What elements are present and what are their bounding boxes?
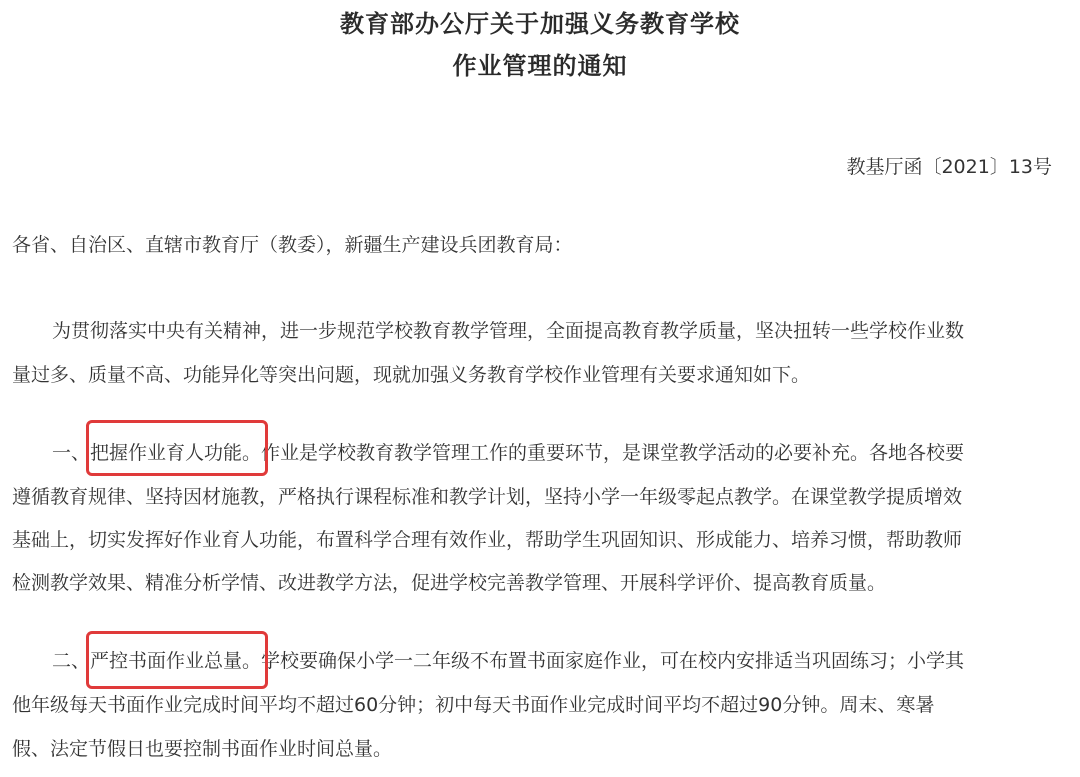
section-2-line-2: 他年级每天书面作业完成时间平均不超过60分钟；初中每天书面作业完成时间平均不超过90分钟。周末、寒暑 <box>12 694 935 716</box>
addressee: 各省、自治区、直辖市教育厅（教委），新疆生产建设兵团教育局： <box>12 234 573 256</box>
highlight-box-section-1 <box>86 420 268 476</box>
section-1-line-4: 检测教学效果、精准分析学情、改进教学方法，促进学校完善教学管理、开展科学评价、提高教育质量。 <box>12 572 887 594</box>
intro-line-1: 为贯彻落实中央有关精神，进一步规范学校教育教学管理，全面提高教育教学质量，坚决扭转一些学校作业数 <box>52 320 965 342</box>
section-2-number: 二、 <box>52 650 91 672</box>
section-2-line-3: 假、法定节假日也要控制书面作业时间总量。 <box>12 738 393 760</box>
highlight-box-section-2 <box>86 631 268 689</box>
section-2-first-line-text: 。学校要确保小学一二年级不布置书面家庭作业，可在校内安排适当巩固练习；小学其 <box>242 650 965 672</box>
section-1-number: 一、 <box>52 442 91 464</box>
notice-title-line-1: 教育部办公厅关于加强义务教育学校 <box>340 10 740 38</box>
section-1-first-line-text: 。作业是学校教育教学管理工作的重要环节，是课堂教学活动的必要补充。各地各校要 <box>242 442 965 464</box>
section-2-heading: 严控书面作业总量 <box>90 650 243 672</box>
section-1-heading: 把握作业育人功能 <box>90 442 243 464</box>
notice-title-line-2: 作业管理的通知 <box>452 52 628 80</box>
section-1-line-3: 基础上，切实发挥好作业育人功能，布置科学合理有效作业，帮助学生巩固知识、形成能力、培养习惯，帮助教师 <box>12 529 963 551</box>
section-1-line-2: 遵循教育规律、坚持因材施教，严格执行课程标准和教学计划，坚持小学一年级零起点教学。在课堂教学提质增效 <box>12 486 963 508</box>
document-number: 教基厅函〔2021〕13号 <box>846 156 1052 178</box>
intro-line-2: 量过多、质量不高、功能异化等突出问题，现就加强义务教育学校作业管理有关要求通知如下。 <box>12 364 811 386</box>
